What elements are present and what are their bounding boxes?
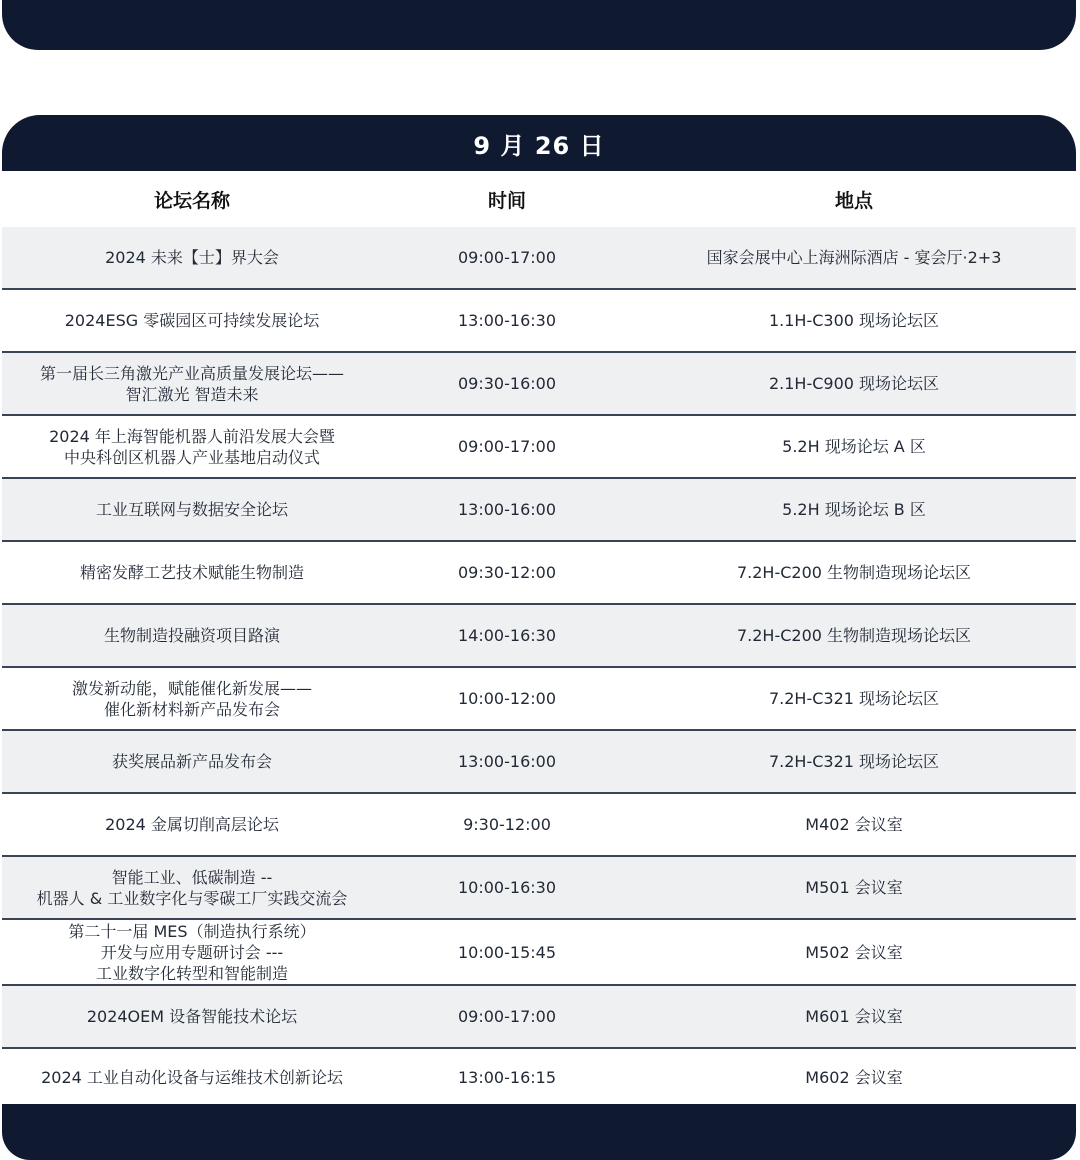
forum-name-cell: 2024 工业自动化设备与运维技术创新论坛 <box>41 1068 343 1087</box>
time-cell: 9:30-12:00 <box>463 815 551 834</box>
location-cell: 5.2H 现场论坛 A 区 <box>782 437 926 456</box>
forum-name-cell: 激发新动能，赋能催化新发展—— 催化新材料新产品发布会 <box>71 678 312 719</box>
forum-name-cell: 第二十一届 MES（制造执行系统） 开发与应用专题研讨会 --- 工业数字化转型和智能制造 <box>68 921 316 983</box>
table-row <box>2 857 1076 920</box>
location-cell: 7.2H-C200 生物制造现场论坛区 <box>736 626 972 645</box>
column-header-location: 地点 <box>834 189 873 212</box>
location-cell: M402 会议室 <box>805 815 903 834</box>
forum-name-cell: 工业互联网与数据安全论坛 <box>95 500 288 519</box>
table-row <box>2 542 1076 605</box>
table-row <box>2 605 1076 668</box>
forum-name-cell: 第一届长三角激光产业高质量发展论坛—— 智汇激光 智造未来 <box>39 363 344 404</box>
forum-name-cell: 生物制造投融资项目路演 <box>103 626 280 645</box>
table-row <box>2 668 1076 731</box>
location-cell: 5.2H 现场论坛 B 区 <box>782 500 926 519</box>
time-cell: 10:00-15:45 <box>458 942 556 962</box>
time-cell: 09:30-12:00 <box>458 563 556 582</box>
schedule-table <box>2 115 1076 1106</box>
time-cell: 09:00-17:00 <box>458 1007 556 1026</box>
table-row <box>2 479 1076 542</box>
forum-name-cell: 2024 金属切削高层论坛 <box>105 815 279 834</box>
location-cell: 7.2H-C200 生物制造现场论坛区 <box>736 563 972 582</box>
table-row <box>2 227 1076 290</box>
location-cell: 国家会展中心上海洲际酒店 - 宴会厅·2+3 <box>706 248 1002 267</box>
location-cell: 1.1H-C300 现场论坛区 <box>768 311 940 330</box>
time-cell: 09:00-17:00 <box>458 437 556 456</box>
table-body <box>2 227 1076 1106</box>
column-header-name: 论坛名称 <box>153 189 230 212</box>
forum-name-cell: 2024OEM 设备智能技术论坛 <box>86 1007 298 1026</box>
time-cell: 13:00-16:00 <box>458 752 556 771</box>
forum-name-cell: 精密发酵工艺技术赋能生物制造 <box>79 563 304 582</box>
date-header: 9 月 26 日 <box>2 115 1076 171</box>
location-cell: M501 会议室 <box>805 878 903 897</box>
table-row <box>2 290 1076 353</box>
time-cell: 09:00-17:00 <box>458 248 556 267</box>
forum-name-cell: 2024 未来【士】界大会 <box>105 248 279 267</box>
table-row <box>2 416 1076 479</box>
location-cell: 2.1H-C900 现场论坛区 <box>768 374 940 393</box>
table-row <box>2 353 1076 416</box>
time-cell: 13:00-16:15 <box>458 1068 556 1087</box>
location-cell: M602 会议室 <box>805 1068 903 1087</box>
time-cell: 09:30-16:00 <box>458 374 556 393</box>
forum-name-cell: 2024ESG 零碳园区可持续发展论坛 <box>64 311 320 330</box>
bottom-banner-bar <box>2 1104 1076 1160</box>
table-row <box>2 794 1076 857</box>
time-cell: 10:00-12:00 <box>458 689 556 708</box>
time-cell: 13:00-16:00 <box>458 500 556 519</box>
table-row <box>2 920 1076 986</box>
table-row <box>2 1049 1076 1106</box>
location-cell: M502 会议室 <box>805 942 903 962</box>
top-banner-bar <box>2 0 1076 50</box>
location-cell: 7.2H-C321 现场论坛区 <box>768 689 940 708</box>
time-cell: 14:00-16:30 <box>458 626 556 645</box>
location-cell: 7.2H-C321 现场论坛区 <box>768 752 940 771</box>
time-cell: 13:00-16:30 <box>458 311 556 330</box>
forum-name-cell: 获奖展品新产品发布会 <box>111 752 272 771</box>
forum-name-cell: 智能工业、低碳制造 -- 机器人 & 工业数字化与零碳工厂实践交流会 <box>36 867 348 908</box>
forum-name-cell: 2024 年上海智能机器人前沿发展大会暨 中央科创区机器人产业基地启动仪式 <box>49 426 335 467</box>
column-header-row <box>2 171 1076 227</box>
column-header-time: 时间 <box>487 189 526 212</box>
location-cell: M601 会议室 <box>805 1007 903 1026</box>
time-cell: 10:00-16:30 <box>458 878 556 897</box>
table-row <box>2 986 1076 1049</box>
table-row <box>2 731 1076 794</box>
